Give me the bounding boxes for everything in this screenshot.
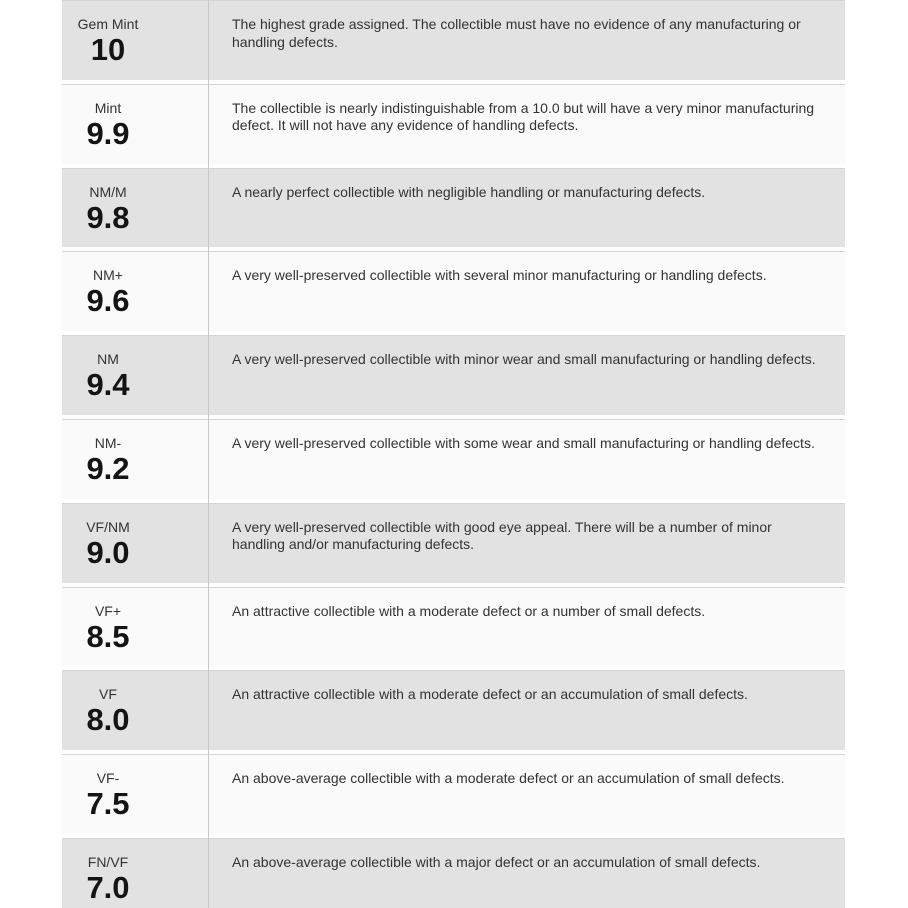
- grade-description: The collectible is nearly indistinguishable from a 10.0 but will have a very minor manufacturing defect. It will not have any evidence of handling defects.: [232, 99, 815, 134]
- grade-value: 9.6: [86, 283, 130, 319]
- table-row: [62, 0, 845, 80]
- grade-label: VF+: [94, 602, 122, 619]
- grade-value: 9.8: [86, 199, 130, 235]
- table-row: [62, 419, 845, 499]
- grade-description: The highest grade assigned. The collectible must have no evidence of any manufacturing or handling defects.: [232, 16, 801, 50]
- table-row: [62, 670, 845, 750]
- grade-label: NM/M: [89, 183, 127, 200]
- grade-label: Gem Mint: [77, 16, 139, 32]
- table-row: [62, 503, 845, 583]
- grade-label: NM+: [93, 267, 123, 284]
- grade-value: 10: [90, 32, 126, 67]
- grade-label: VF/NM: [86, 518, 130, 535]
- table-row: [62, 335, 845, 415]
- grade-label: NM: [97, 351, 119, 368]
- grade-value: 8.0: [86, 702, 130, 738]
- grade-cell: [62, 755, 208, 834]
- grade-cell: [62, 169, 208, 248]
- grade-value: 9.9: [86, 115, 130, 151]
- grade-cell: [62, 671, 208, 750]
- grade-description: A very well-preserved collectible with minor wear and small manufacturing or handling defects.: [232, 351, 816, 368]
- grade-cell: [62, 85, 208, 164]
- table-row: [62, 754, 845, 834]
- grade-description: A nearly perfect collectible with negligible handling or manufacturing defects.: [232, 183, 706, 200]
- grade-cell: [62, 504, 208, 583]
- grade-label: VF-: [96, 770, 120, 787]
- table-row: [62, 84, 845, 164]
- grade-label: NM-: [94, 434, 122, 451]
- grade-cell: [62, 252, 208, 331]
- grade-description: An attractive collectible with a moderate defect or an accumulation of small defects.: [232, 686, 748, 703]
- grade-label: FN/VF: [87, 853, 129, 870]
- table-row: [62, 168, 845, 248]
- table-row: [62, 587, 845, 667]
- grade-cell: [62, 336, 208, 415]
- grading-scale-table: [62, 0, 845, 908]
- grade-label: VF: [99, 686, 117, 703]
- grade-value: 9.2: [86, 450, 130, 486]
- table-row: [62, 251, 845, 331]
- grade-value: 9.4: [86, 367, 130, 403]
- grade-cell: [62, 1, 208, 80]
- table-row: [62, 838, 845, 908]
- grade-value: 7.5: [86, 786, 130, 822]
- grade-value: 9.0: [86, 534, 130, 570]
- grade-cell: [62, 839, 208, 908]
- grade-cell: [62, 420, 208, 499]
- grade-value: 7.0: [86, 869, 130, 905]
- grade-label: Mint: [94, 99, 122, 116]
- grade-description: An above-average collectible with a major defect or an accumulation of small defects.: [232, 853, 761, 870]
- grade-cell: [62, 588, 208, 667]
- grade-value: 8.5: [86, 618, 130, 654]
- grade-description: A very well-preserved collectible with good eye appeal. There will be a number of minor handling and/or manufacturing defects.: [232, 518, 772, 553]
- column-divider: [208, 0, 209, 908]
- grade-description: An above-average collectible with a moderate defect or an accumulation of small defects.: [232, 770, 785, 787]
- grade-description: An attractive collectible with a moderate defect or a number of small defects.: [232, 602, 706, 619]
- grade-description: A very well-preserved collectible with some wear and small manufacturing or handling defects.: [232, 434, 815, 451]
- grade-description: A very well-preserved collectible with several minor manufacturing or handling defects.: [232, 267, 767, 284]
